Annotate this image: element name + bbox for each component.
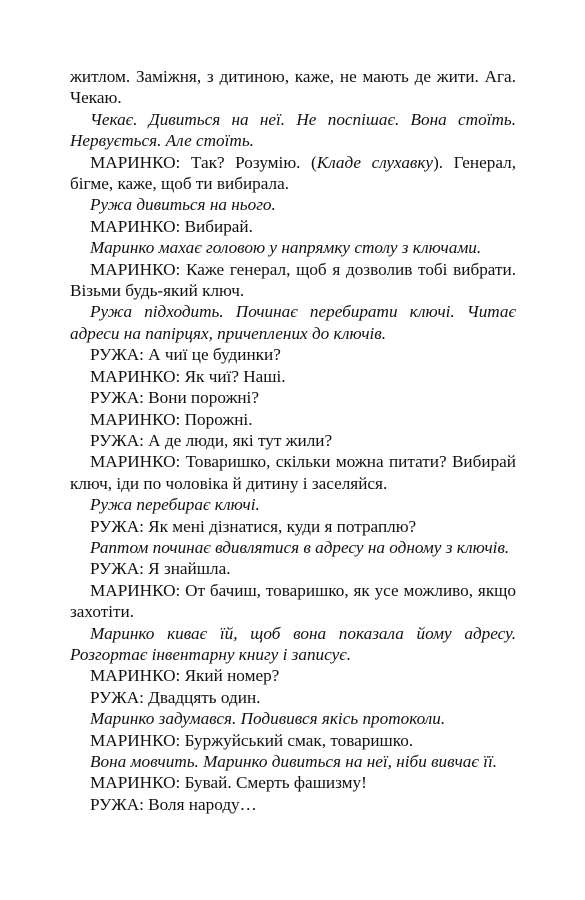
dialogue-line (70, 152, 516, 195)
dialogue-text: МАРИНКО: Так? Розумію. ( (90, 152, 317, 172)
dialogue-line: РУЖА: Двадцять один. (90, 687, 261, 707)
dialogue-line: МАРИНКО: Бувай. Смерть фашизму! (90, 773, 367, 793)
paragraph: житлом. Заміжня, з дитиною, каже, не мають де жити. Ага. Чекаю. (70, 67, 516, 108)
dialogue-line: РУЖА: Я знайшла. (90, 559, 231, 579)
dialogue-line: МАРИНКО: Товаришко, скільки можна питати? Вибирай ключ, іди по чоловіка й дитину і заселяйся. (70, 452, 516, 493)
stage-direction: Чекає. Дивиться на неї. Не поспішає. Вона стоїть. Нервується. Але стоїть. (70, 109, 516, 151)
dialogue-line: РУЖА: Вони порожні? (90, 388, 259, 408)
dialogue-line: РУЖА: Воля народу… (90, 794, 257, 814)
stage-direction: Раптом починає вдивлятися в адресу на одному з ключів. (90, 537, 510, 557)
dialogue-text: ). Генерал, бігме, каже, щоб ти вибирала. (70, 152, 517, 194)
stage-direction: Маринко задумався. Подивився якісь протоколи. (90, 709, 446, 729)
dialogue-line: РУЖА: А де люди, які тут жили? (90, 430, 333, 450)
dialogue-line: МАРИНКО: Каже генерал, щоб я дозволив тобі вибрати. Візьми будь-який ключ. (70, 259, 516, 301)
stage-direction: Ружа підходить. Починає перебирати ключі. Читає адреси на папірцях, причеплених до ключів. (70, 302, 516, 343)
stage-direction: Ружа дивиться на нього. (90, 195, 276, 215)
dialogue-line: МАРИНКО: Який номер? (90, 666, 280, 686)
dialogue-line: МАРИНКО: Як чиї? Наші. (90, 366, 286, 386)
stage-direction: Маринко киває їй, щоб вона показала йому адресу. Розгортає інвентарну книгу і записує. (70, 623, 516, 664)
dialogue-line: МАРИНКО: Порожні. (90, 409, 253, 429)
book-page-text (70, 66, 516, 815)
inline-stage-direction: Кладе слухавку (316, 152, 434, 172)
dialogue-line: МАРИНКО: Вибирай. (90, 216, 253, 236)
dialogue-line: РУЖА: Як мені дізнатися, куди я потраплю? (90, 516, 417, 536)
dialogue-line: МАРИНКО: От бачиш, товаришко, як усе можливо, якщо захотіти. (70, 580, 516, 622)
stage-direction: Вона мовчить. Маринко дивиться на неї, ніби вивчає її. (90, 752, 498, 771)
stage-direction: Маринко махає головою у напрямку столу з ключами. (90, 238, 482, 258)
stage-direction: Ружа перебирає ключі. (90, 495, 260, 515)
dialogue-line: МАРИНКО: Буржуйський смак, товаришко. (90, 730, 414, 750)
dialogue-line: РУЖА: А чиї це будинки? (90, 345, 281, 365)
